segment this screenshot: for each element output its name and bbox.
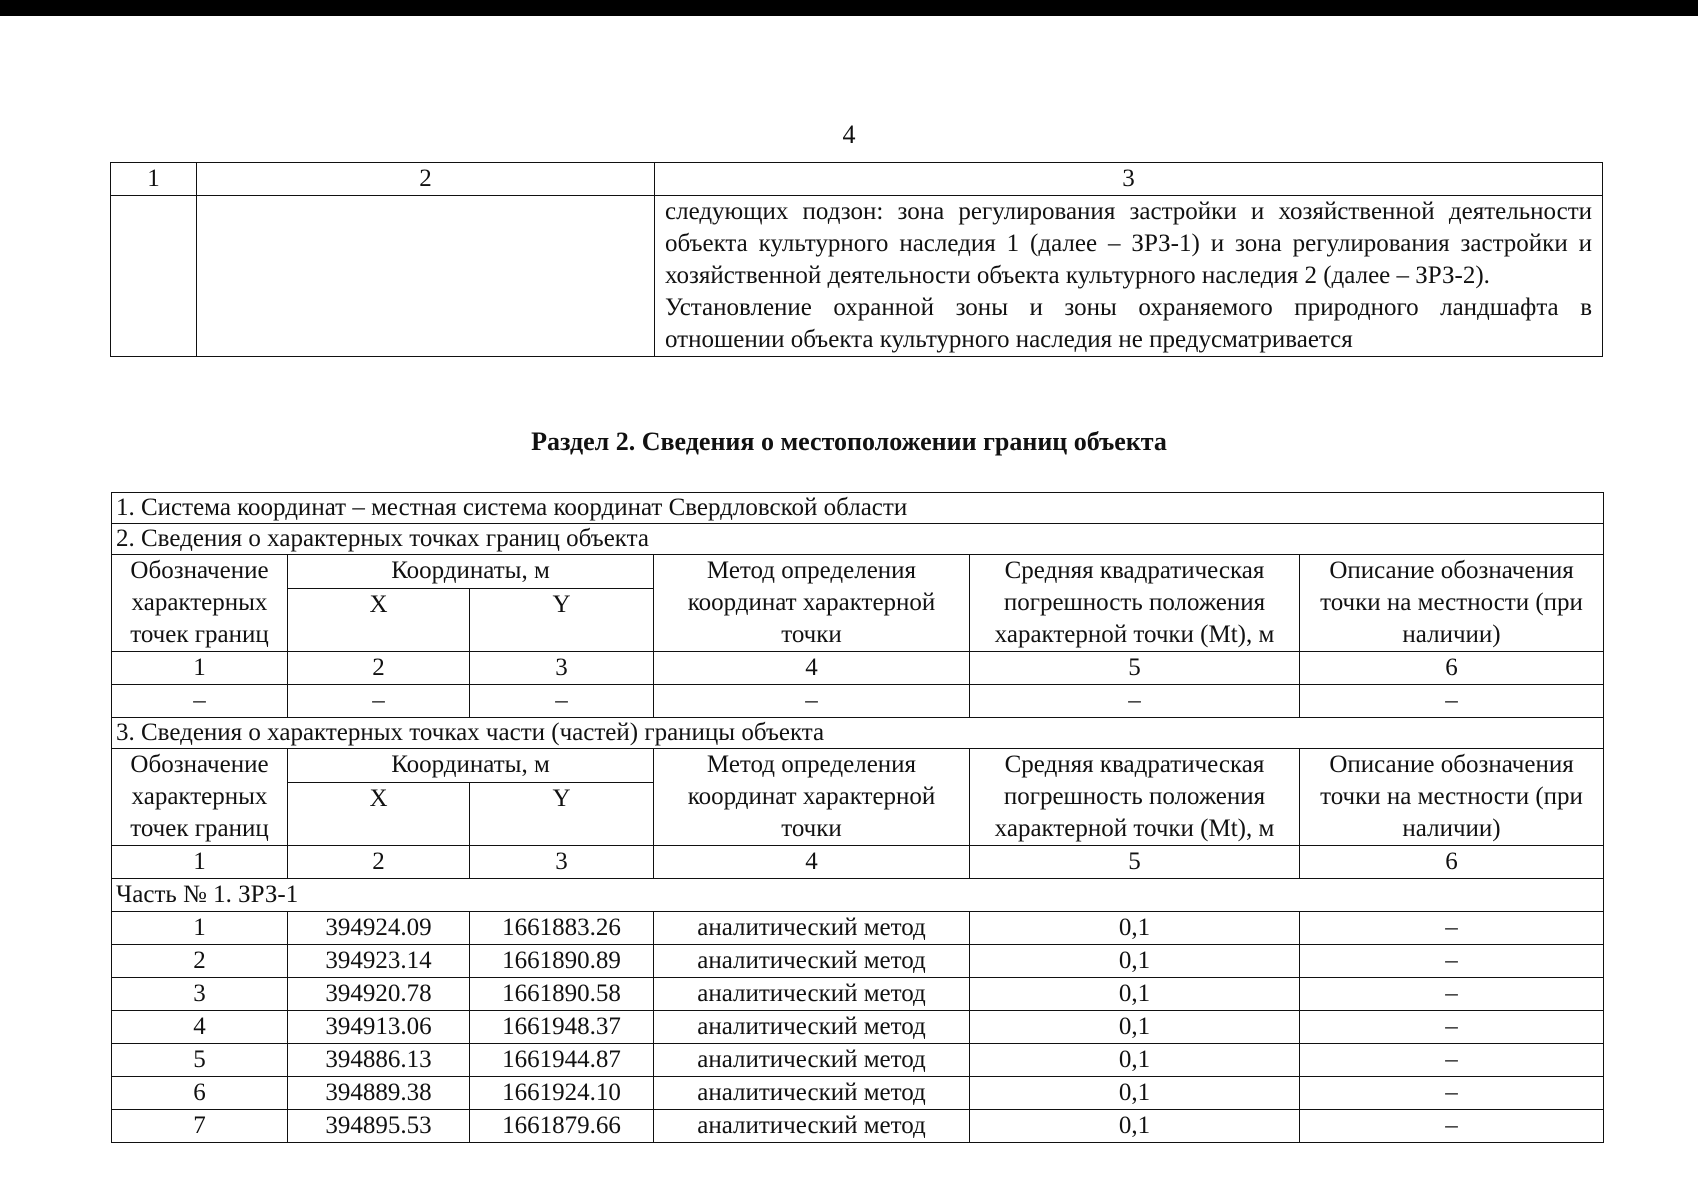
continuation-cell-1 (111, 196, 197, 357)
dash-cell-6: – (1300, 685, 1604, 718)
point-method: аналитический метод (654, 1077, 970, 1110)
parts-index-cell-6: 6 (1300, 846, 1604, 879)
point-y: 1661890.89 (470, 945, 654, 978)
header-error: Средняя квадратическая погрешность положения характерной точки (Mt), м (970, 555, 1300, 652)
parts-header-y: Y (470, 783, 654, 846)
point-error: 0,1 (970, 1044, 1300, 1077)
index-cell-4: 4 (654, 652, 970, 685)
point-method: аналитический метод (654, 912, 970, 945)
point-y: 1661948.37 (470, 1011, 654, 1044)
index-cell-6: 6 (1300, 652, 1604, 685)
continuation-header-2: 2 (197, 163, 655, 196)
dash-cell-5: – (970, 685, 1300, 718)
continuation-header-1: 1 (111, 163, 197, 196)
index-cell-5: 5 (970, 652, 1300, 685)
coord-system-row (112, 493, 1604, 524)
table-row (112, 1110, 1604, 1143)
point-number: 5 (112, 1044, 288, 1077)
parts-header-method: Метод определения координат характерной точки (654, 749, 970, 846)
point-number: 1 (112, 912, 288, 945)
point-method: аналитический метод (654, 978, 970, 1011)
table-row (112, 945, 1604, 978)
header-description: Описание обозначения точки на местности (при наличии) (1300, 555, 1604, 652)
points-index-row (112, 652, 1604, 685)
coord-system-text: 1. Система координат – местная система координат Свердловской области (112, 493, 1604, 524)
point-description: – (1300, 978, 1604, 1011)
point-description: – (1300, 1044, 1604, 1077)
points-header-row-1 (112, 555, 1604, 589)
table-row (112, 978, 1604, 1011)
part-label-row (112, 879, 1604, 912)
part-label-text: Часть № 1. ЗРЗ-1 (112, 879, 1604, 912)
parts-header-row-1 (112, 749, 1604, 783)
point-error: 0,1 (970, 1110, 1300, 1143)
page-number: 4 (842, 120, 856, 149)
parts-index-cell-4: 4 (654, 846, 970, 879)
point-x: 394924.09 (288, 912, 470, 945)
header-x: X (288, 589, 470, 652)
parts-header-coords: Координаты, м (288, 749, 654, 783)
index-cell-2: 2 (288, 652, 470, 685)
point-y: 1661890.58 (470, 978, 654, 1011)
continuation-cell-2 (197, 196, 655, 357)
point-method: аналитический метод (654, 1110, 970, 1143)
parts-header-designation: Обозначение характерных точек границ (112, 749, 288, 846)
point-number: 7 (112, 1110, 288, 1143)
point-method: аналитический метод (654, 945, 970, 978)
table-row (112, 1044, 1604, 1077)
point-error: 0,1 (970, 945, 1300, 978)
continuation-table (110, 162, 1603, 357)
point-error: 0,1 (970, 1077, 1300, 1110)
continuation-paragraph-1: следующих подзон: зона регулирования застройки и хозяйственной деятельности объекта культурного наследия 1 (далее – ЗРЗ-1) и зона регулирования застройки и хозяйственной деятельности объекта культурного наследия 2 (далее – ЗРЗ-2). (665, 198, 1592, 289)
point-y: 1661883.26 (470, 912, 654, 945)
header-designation: Обозначение характерных точек границ (112, 555, 288, 652)
point-x: 394920.78 (288, 978, 470, 1011)
table-row (112, 1077, 1604, 1110)
points-title-row (112, 524, 1604, 555)
point-description: – (1300, 1011, 1604, 1044)
dash-cell-1: – (112, 685, 288, 718)
points-title-text: 2. Сведения о характерных точках границ объекта (112, 524, 1604, 555)
parts-index-cell-5: 5 (970, 846, 1300, 879)
point-x: 394895.53 (288, 1110, 470, 1143)
table-row (112, 1011, 1604, 1044)
header-method: Метод определения координат характерной точки (654, 555, 970, 652)
point-x: 394886.13 (288, 1044, 470, 1077)
continuation-body-row (111, 196, 1603, 357)
point-description: – (1300, 945, 1604, 978)
point-y: 1661944.87 (470, 1044, 654, 1077)
header-y: Y (470, 589, 654, 652)
point-x: 394913.06 (288, 1011, 470, 1044)
index-cell-1: 1 (112, 652, 288, 685)
continuation-paragraph-2: Установление охранной зоны и зоны охраняемого природного ландшафта в отношении объекта культурного наследия не предусматривается (665, 294, 1592, 353)
parts-header-error: Средняя квадратическая погрешность положения характерной точки (Mt), м (970, 749, 1300, 846)
continuation-cell-3 (655, 196, 1603, 357)
parts-index-cell-1: 1 (112, 846, 288, 879)
parts-header-x: X (288, 783, 470, 846)
point-y: 1661879.66 (470, 1110, 654, 1143)
parts-index-cell-2: 2 (288, 846, 470, 879)
parts-title-row (112, 718, 1604, 749)
dash-cell-3: – (470, 685, 654, 718)
point-method: аналитический метод (654, 1011, 970, 1044)
point-description: – (1300, 1077, 1604, 1110)
point-x: 394923.14 (288, 945, 470, 978)
table-row (112, 912, 1604, 945)
point-error: 0,1 (970, 912, 1300, 945)
point-number: 2 (112, 945, 288, 978)
point-method: аналитический метод (654, 1044, 970, 1077)
index-cell-3: 3 (470, 652, 654, 685)
point-number: 6 (112, 1077, 288, 1110)
coordinates-table (111, 492, 1604, 1143)
parts-index-cell-3: 3 (470, 846, 654, 879)
point-y: 1661924.10 (470, 1077, 654, 1110)
continuation-header-3: 3 (655, 163, 1603, 196)
point-error: 0,1 (970, 978, 1300, 1011)
point-description: – (1300, 1110, 1604, 1143)
point-x: 394889.38 (288, 1077, 470, 1110)
header-coords: Координаты, м (288, 555, 654, 589)
point-error: 0,1 (970, 1011, 1300, 1044)
continuation-header-row (111, 163, 1603, 196)
point-number: 3 (112, 978, 288, 1011)
point-number: 4 (112, 1011, 288, 1044)
parts-title-text: 3. Сведения о характерных точках части (частей) границы объекта (112, 718, 1604, 749)
parts-index-row (112, 846, 1604, 879)
point-description: – (1300, 912, 1604, 945)
parts-header-description: Описание обозначения точки на местности (при наличии) (1300, 749, 1604, 846)
points-dash-row (112, 685, 1604, 718)
section-title: Раздел 2. Сведения о местоположении границ объекта (531, 427, 1167, 456)
dash-cell-4: – (654, 685, 970, 718)
scan-top-border (0, 0, 1698, 16)
dash-cell-2: – (288, 685, 470, 718)
